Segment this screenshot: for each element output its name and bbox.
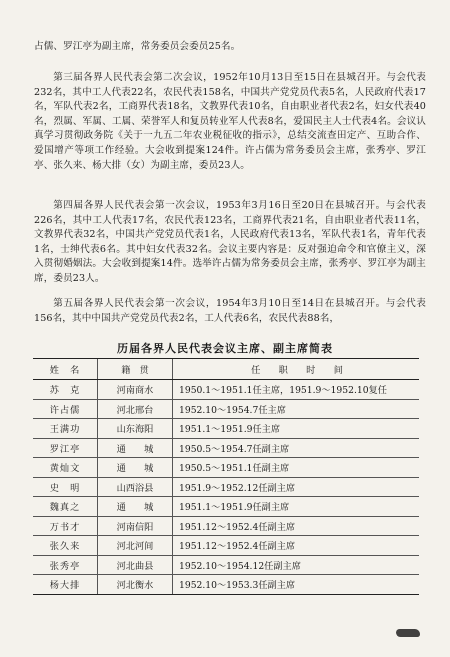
cell-term: 1952.10～1954.7任主席 [173, 399, 420, 419]
table-row [33, 438, 419, 458]
cell-place: 河北河间 [98, 536, 173, 556]
cell-place: 通 城 [98, 438, 173, 458]
paragraph-third-session: 第三届各界人民代表会第二次会议，1952年10月13日至15日在县城召开。与会代表232名，其中工人代表22名，农民代表158名，中国共产党党员代表5名，人民政府代表17名，军队代表2名，工商界代表18名，文教界代表10名，自由职业者代表2名，妇女代表40名，烈属、军属、工属、荣誉军人和复员转业军人代表8名，爱国民主人士代表4名。会议认真学习贯彻政务院《关于一九五二年农业税征收的指示》，总结交流查田定产、互助合作、爱国增产等项工作经验。大会收到提案124件。许占儒为常务委员会主席，张秀亭、罗江亭、张久来、杨大排（女）为副主席，委员23人。 [34, 72, 426, 171]
cell-name: 魏真之 [33, 497, 98, 517]
cell-term: 1951.1～1951.9任副主席 [173, 497, 420, 517]
cell-term: 1950.5～1954.7任副主席 [173, 438, 420, 458]
cell-term: 1951.12～1952.4任副主席 [173, 516, 420, 536]
table-row [33, 516, 419, 536]
cell-name: 王满功 [33, 419, 98, 439]
cell-term: 1952.10～1954.12任副主席 [173, 555, 420, 575]
paragraph-fourth-session: 第四届各界人民代表会第一次会议，1953年3月16日至20日在县城召开。与会代表226名，其中工人代表17名，农民代表123名，工商界代表21名，自由职业者代表11名，文教界代表32名，中国共产党党员代表1名，人民政府代表13名，军队代表1名，青年代表1名，士绅代表6名。其中妇女代表32名。会议主要内容是：反对强迫命令和官僚主义，深入贯彻婚姻法。大会收到提案14件。选举许占儒为常务委员会主席，张秀亭、罗江亭为副主席，委员23人。 [34, 200, 426, 284]
table-row [33, 536, 419, 556]
cell-name: 张久来 [33, 536, 98, 556]
cell-name: 万书才 [33, 516, 98, 536]
table-row [33, 497, 419, 517]
cell-place: 河南商水 [98, 380, 173, 400]
cell-name: 张秀亭 [33, 555, 98, 575]
chairmen-table [33, 358, 419, 595]
cell-place: 河北邢台 [98, 399, 173, 419]
cell-place: 通 城 [98, 497, 173, 517]
table-row [33, 380, 419, 400]
table-title: 历届各界人民代表会议主席、副主席简表 [117, 342, 333, 355]
cell-place: 山西浴县 [98, 477, 173, 497]
cell-term: 1951.12～1952.4任副主席 [173, 536, 420, 556]
table-row [33, 555, 419, 575]
ink-smudge [396, 629, 420, 637]
cell-term: 1952.10～1953.3任副主席 [173, 575, 420, 595]
table-row [33, 399, 419, 419]
table-row [33, 477, 419, 497]
cell-name: 许占儒 [33, 399, 98, 419]
cell-place: 通 城 [98, 458, 173, 478]
cell-term: 1951.1～1951.9任主席 [173, 419, 420, 439]
cell-name: 黄灿文 [33, 458, 98, 478]
cell-place: 山东海阳 [98, 419, 173, 439]
cell-term: 1951.9～1952.12任副主席 [173, 477, 420, 497]
table-row [33, 575, 419, 595]
cell-place: 河北衡水 [98, 575, 173, 595]
table-row [33, 419, 419, 439]
table-row [33, 458, 419, 478]
header-term: 任 职 时 间 [173, 359, 420, 380]
cell-place: 河南信阳 [98, 516, 173, 536]
header-name: 姓 名 [33, 359, 98, 380]
header-place: 籍 贯 [98, 359, 173, 380]
cell-name: 史 明 [33, 477, 98, 497]
cell-name: 罗江亭 [33, 438, 98, 458]
paragraph-continuation: 占儒、罗江亭为副主席，常务委员会委员25名。 [34, 41, 241, 52]
table-header-row [33, 359, 419, 380]
cell-name: 苏 克 [33, 380, 98, 400]
cell-name: 杨大排 [33, 575, 98, 595]
paragraph-fifth-session: 第五届各界人民代表会第一次会议，1954年3月10日至14日在县城召开。与会代表156名，其中中国共产党党员代表2名，工人代表6名，农民代表88名， [34, 298, 426, 324]
cell-place: 河北曲县 [98, 555, 173, 575]
cell-term: 1950.5～1951.1任副主席 [173, 458, 420, 478]
cell-term: 1950.1～1951.1任主席，1951.9～1952.10复任 [173, 380, 420, 400]
